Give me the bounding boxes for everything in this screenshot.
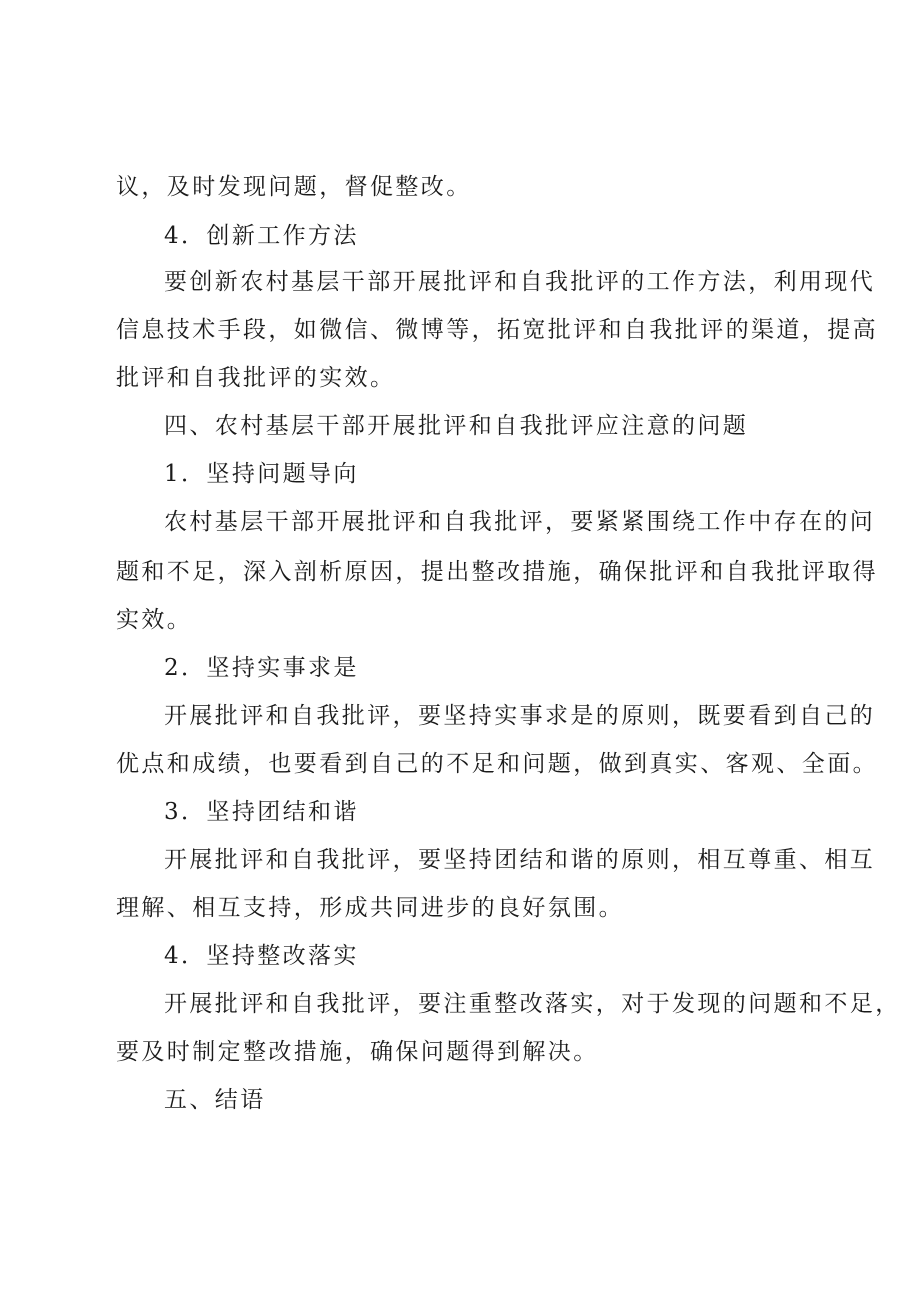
subheading-seek-truth: 2．坚持实事求是 bbox=[164, 655, 359, 681]
paragraph-line: 开展批评和自我批评，要坚持团结和谐的原则，相互尊重、相互 bbox=[164, 847, 876, 873]
section-heading-4: 四、农村基层干部开展批评和自我批评应注意的问题 bbox=[164, 413, 749, 439]
paragraph-line: 要创新农村基层干部开展批评和自我批评的工作方法，利用现代 bbox=[164, 269, 876, 295]
paragraph-line: 要及时制定整改措施，确保问题得到解决。 bbox=[116, 1039, 599, 1065]
section-heading-5: 五、结语 bbox=[164, 1087, 266, 1113]
paragraph-line: 批评和自我批评的实效。 bbox=[116, 365, 396, 391]
subheading-unity-harmony: 3．坚持团结和谐 bbox=[164, 799, 359, 825]
paragraph-line: 优点和成绩，也要看到自己的不足和问题，做到真实、客观、全面。 bbox=[116, 751, 878, 777]
paragraph-line: 实效。 bbox=[116, 607, 193, 633]
paragraph-line: 开展批评和自我批评，要注重整改落实，对于发现的问题和不足， bbox=[164, 991, 901, 1017]
paragraph-line: 信息技术手段，如微信、微博等，拓宽批评和自我批评的渠道，提高 bbox=[116, 317, 878, 343]
paragraph-line: 题和不足，深入剖析原因，提出整改措施，确保批评和自我批评取得 bbox=[116, 559, 878, 585]
subheading-innovate-methods: 4．创新工作方法 bbox=[164, 223, 359, 249]
subheading-rectification: 4．坚持整改落实 bbox=[164, 943, 359, 969]
paragraph-line: 农村基层干部开展批评和自我批评，要紧紧围绕工作中存在的问 bbox=[164, 509, 876, 535]
paragraph-line: 开展批评和自我批评，要坚持实事求是的原则，既要看到自己的 bbox=[164, 703, 876, 729]
subheading-problem-oriented: 1．坚持问题导向 bbox=[164, 461, 359, 487]
paragraph-continuation-line: 议，及时发现问题，督促整改。 bbox=[116, 174, 472, 200]
paragraph-line: 理解、相互支持，形成共同进步的良好氛围。 bbox=[116, 895, 624, 921]
